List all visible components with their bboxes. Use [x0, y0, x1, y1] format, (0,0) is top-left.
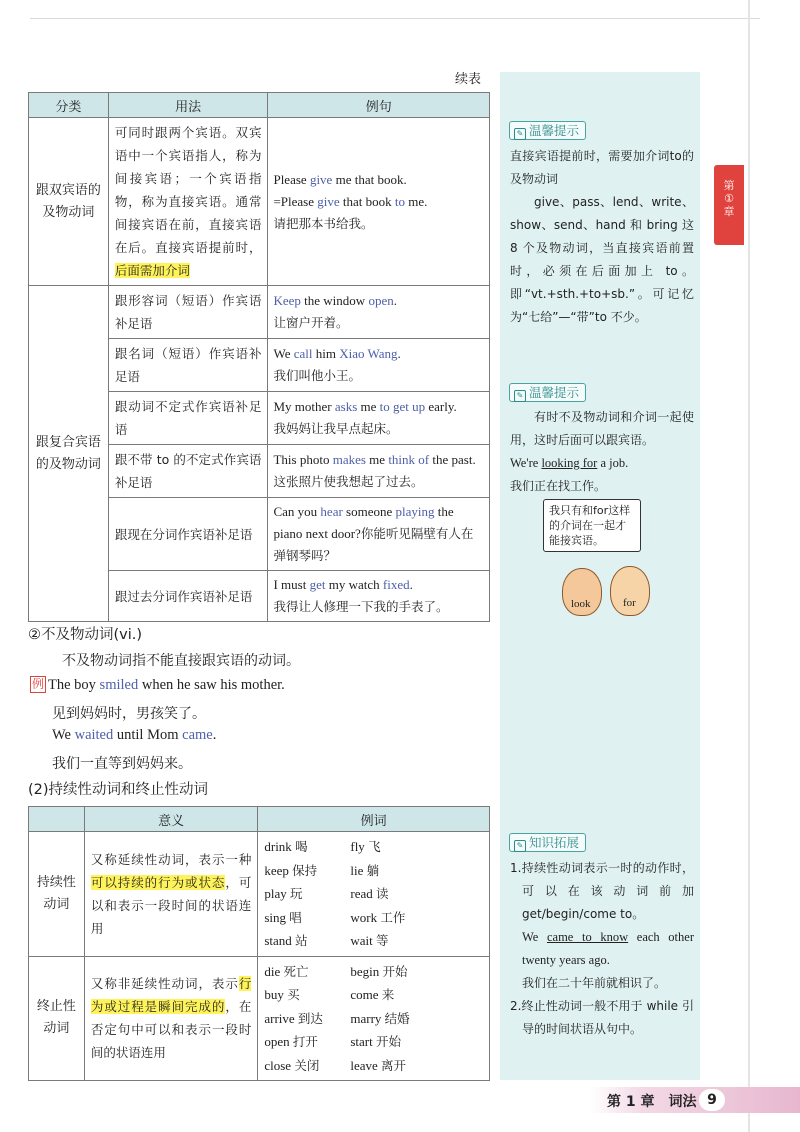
- intransitive-example-1: 例 The boy smiled when he saw his mother.: [31, 677, 285, 693]
- word-item: keep 保持: [264, 862, 318, 878]
- table-row: [29, 956, 490, 1081]
- example-en: Please give me that book.: [273, 171, 407, 187]
- table-row: [29, 118, 490, 286]
- example-en: My mother asks me to get up early.: [273, 399, 457, 414]
- usage-cell: 跟名词（短语）作宾语补足语: [108, 339, 268, 392]
- word-item: work 工作: [350, 909, 406, 925]
- example-en: This photo makes me think of the past.: [273, 452, 476, 467]
- example-cn: 让窗户开着。: [273, 315, 349, 330]
- tip-icon: ✎: [514, 390, 526, 402]
- header-usage: 用法: [108, 93, 268, 118]
- example-cell: [268, 571, 490, 622]
- tip-example-cn: 我们在二十年前就相识了。: [522, 976, 667, 990]
- intransitive-example-2-cn: 我们一直等到妈妈来。: [52, 756, 192, 772]
- tip-example: We're looking for a job.: [510, 456, 629, 470]
- word-item: buy 买: [264, 987, 300, 1002]
- usage-cell: 跟不带 to 的不定式作宾语补足语: [108, 445, 268, 498]
- tip-intro: 直接宾语提前时，需要加介词to的及物动词: [510, 149, 694, 186]
- tip-item: 1.持续性动词表示一时的动作时，可以在该动词前加 get/begin/come to。: [510, 861, 694, 921]
- usage-cell: 跟过去分词作宾语补足语: [108, 571, 268, 622]
- usage-cell: 跟动词不定式作宾语补足语: [108, 392, 268, 445]
- example-cn: 我们叫他小王。: [273, 368, 361, 383]
- header-blank: [29, 807, 85, 832]
- word-item: leave 离开: [350, 1057, 407, 1073]
- footer-chapter: 第 1 章 词法: [607, 1094, 697, 1110]
- word-item: begin 开始: [350, 963, 408, 979]
- word-item: read 读: [350, 886, 389, 901]
- category-cell: 终止性动词: [29, 956, 85, 1081]
- meaning-cell: 又称非延续性动词，表示行为或过程是瞬间完成的，在否定句中可以和表示一段时间的状语连用: [84, 956, 257, 1081]
- tip-icon: ✎: [514, 840, 526, 852]
- word-item: drink 喝: [264, 839, 308, 854]
- page-number: 9: [699, 1089, 725, 1111]
- word-item: lie 躺: [350, 862, 380, 878]
- header-example: 例句: [268, 93, 490, 118]
- tip-title: ✎ 温馨提示: [509, 121, 586, 140]
- usage-cell: 跟形容词（短语）作宾语补足语: [108, 286, 268, 339]
- header-meaning: 意义: [84, 807, 257, 832]
- example-cn: 我妈妈让我早点起床。: [273, 421, 399, 436]
- chapter-tab-line: 第: [723, 179, 735, 192]
- word-grid: [264, 960, 483, 1078]
- page-edge: [748, 0, 750, 1132]
- example-cell: [268, 286, 490, 339]
- table-header-row: [29, 807, 490, 832]
- example-cell: [268, 498, 490, 571]
- words-cell: [258, 956, 490, 1081]
- meaning-highlight: 可以持续的行为或状态: [90, 874, 226, 890]
- speech-bubble: 我只有和for这样的介词在一起才能接宾语。: [543, 499, 641, 552]
- for-label: for: [623, 597, 636, 609]
- chapter-tab-line: ①: [724, 192, 734, 205]
- tip-icon: ✎: [514, 128, 526, 140]
- intransitive-heading: ②不及物动词(vi.): [28, 627, 143, 643]
- table-header-row: [29, 93, 490, 118]
- section2-heading: (2)持续性动词和终止性动词: [28, 782, 209, 798]
- example-badge: 例: [31, 677, 44, 691]
- meaning-highlight: 行为或过程是瞬间完成的: [90, 976, 252, 1015]
- tip-example: We came to know each other twenty years ago.: [522, 930, 694, 967]
- example-cell: [268, 339, 490, 392]
- word-item: come 来: [350, 987, 395, 1002]
- category-cell: 跟双宾语的及物动词: [29, 118, 109, 286]
- example-cn: 这张照片使我想起了过去。: [273, 474, 424, 489]
- example-cn: 你能听见隔壁有人在弹钢琴吗？: [273, 526, 474, 563]
- word-item: die 死亡: [264, 963, 309, 979]
- example-cell: [268, 392, 490, 445]
- tip-body: give、pass、lend、write、show、send、hand 和 bring 这 8 个及物动词，当直接宾语前置时，必须在后面加上 to。即“vt.+sth.+to+sb.”。可记忆为“七给”—“带”to 不少。: [510, 195, 694, 324]
- word-item: fly 飞: [350, 839, 381, 854]
- header-words: 例词: [258, 807, 490, 832]
- usage-cell: 跟现在分词作宾语补足语: [108, 498, 268, 571]
- meaning-cell: 又称延续性动词，表示一种可以持续的行为或状态，可以和表示一段时间的状语连用: [84, 832, 257, 957]
- word-item: sing 唱: [264, 909, 302, 925]
- usage-text: 可同时跟两个宾语。双宾语中一个宾语指人，称为间接宾语；一个宾语指物，称为直接宾语。通常间接宾语在前，直接宾语在后。直接宾语提前时，: [114, 125, 262, 255]
- word-item: marry 结婚: [350, 1010, 410, 1026]
- word-item: close 关闭: [264, 1057, 320, 1073]
- word-grid: [264, 835, 483, 953]
- tip-item: 2.终止性动词一般不用于 while 引导的时间状语从句中。: [510, 999, 694, 1036]
- tip-title: ✎ 温馨提示: [509, 383, 586, 402]
- durative-terminative-table: [28, 806, 490, 1081]
- word-item: stand 站: [264, 933, 308, 948]
- category-cell: 持续性动词: [29, 832, 85, 957]
- words-cell: [258, 832, 490, 957]
- example-en: We call him Xiao Wang.: [273, 346, 401, 361]
- word-item: start 开始: [350, 1034, 402, 1049]
- table-row: [29, 832, 490, 957]
- look-label: look: [571, 598, 591, 610]
- example-en: Keep the window open.: [273, 293, 397, 308]
- word-item: open 打开: [264, 1034, 318, 1049]
- word-item: wait 等: [350, 933, 389, 948]
- intransitive-example-2: We waited until Mom came.: [52, 727, 217, 743]
- example-cell: [268, 118, 490, 286]
- usage-highlight: 后面需加介词: [114, 263, 190, 278]
- example-en: =Please give that book to me.: [273, 193, 428, 209]
- transitive-verb-table: [28, 92, 490, 622]
- chapter-tab-line: 章: [723, 205, 735, 218]
- intransitive-definition: 不及物动词指不能直接跟宾语的动词。: [62, 653, 300, 669]
- usage-cell: [108, 118, 268, 286]
- example-en: Can you hear someone playing the piano next door?: [273, 504, 454, 541]
- word-item: play 玩: [264, 886, 303, 901]
- example-cn: 我得让人修理一下我的手表了。: [273, 599, 449, 614]
- chapter-tab[interactable]: [714, 165, 744, 245]
- category-cell: 跟复合宾语的及物动词: [29, 286, 109, 622]
- tip-example-cn: 我们正在找工作。: [510, 479, 607, 493]
- word-item: arrive 到达: [264, 1010, 323, 1026]
- table-row: [29, 286, 490, 339]
- example-en: I must get my watch fixed.: [273, 577, 413, 592]
- complex-object-rows: [29, 286, 490, 622]
- intransitive-example-1-cn: 见到妈妈时，男孩笑了。: [52, 706, 206, 722]
- example-cn: 请把那本书给我。: [273, 215, 374, 231]
- tip-body: 有时不及物动词和介词一起使用，这时后面可以跟宾语。: [510, 410, 694, 447]
- continued-label: 续表: [455, 72, 482, 87]
- tip-title: ✎ 知识拓展: [509, 833, 586, 852]
- example-cell: [268, 445, 490, 498]
- header-category: 分类: [29, 93, 109, 118]
- top-rule: [30, 18, 760, 19]
